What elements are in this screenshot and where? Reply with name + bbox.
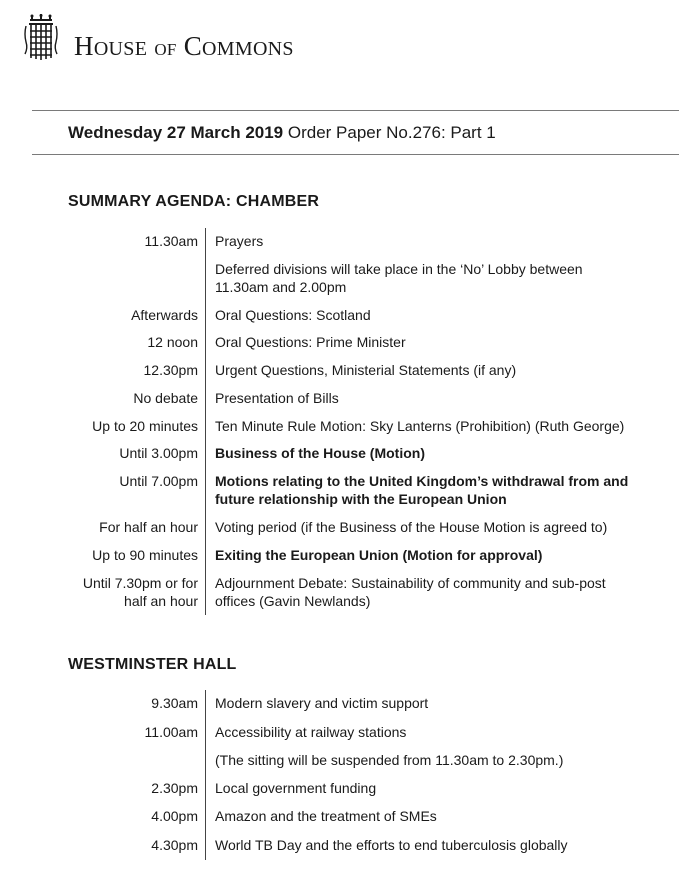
agenda-time: Up to 90 minutes — [92, 547, 198, 563]
agenda-item: Urgent Questions, Ministerial Statements (if any) — [215, 362, 517, 378]
top-rule — [32, 110, 679, 111]
brand-of: OF — [154, 40, 177, 59]
portcullis-logo-icon — [22, 14, 60, 62]
agenda-time: Until 7.30pm or for half an hour — [82, 575, 198, 609]
agenda-item: Exiting the European Union (Motion for approval) — [215, 547, 543, 563]
agenda-item: Oral Questions: Scotland — [215, 307, 371, 323]
agenda-time: Afterwards — [131, 307, 198, 323]
agenda-time: 4.30pm — [151, 837, 198, 853]
agenda-item: Voting period (if the Business of the House Motion is agreed to) — [215, 519, 608, 535]
agenda-time: 11.00am — [144, 724, 198, 740]
agenda-time: 11.30am — [144, 233, 198, 249]
bottom-rule — [32, 154, 679, 155]
agenda-time: Up to 20 minutes — [92, 418, 198, 434]
brand-commons: COMMONS — [183, 31, 294, 61]
agenda-time: 4.00pm — [151, 808, 198, 824]
agenda-item: Business of the House (Motion) — [215, 445, 425, 461]
agenda-time: 9.30am — [151, 695, 198, 711]
agenda-time: No debate — [133, 390, 198, 406]
order-paper-date: Wednesday 27 March 2019 — [68, 123, 284, 142]
agenda-item: Ten Minute Rule Motion: Sky Lanterns (Prohibition) (Ruth George) — [215, 418, 625, 434]
agenda-item: Oral Questions: Prime Minister — [215, 334, 406, 350]
agenda-item: Deferred divisions will take place in the ‘No’ Lobby between 11.30am and 2.00pm — [215, 261, 583, 295]
agenda-item: Local government funding — [215, 780, 377, 796]
agenda-item: Prayers — [215, 233, 264, 249]
agenda-time: Until 7.00pm — [119, 473, 198, 489]
agenda-item: World TB Day and the efforts to end tuberculosis globally — [215, 837, 568, 853]
agenda-item: Presentation of Bills — [215, 390, 339, 406]
brand-house: HOUSE — [74, 31, 148, 61]
agenda-time: 12 noon — [147, 334, 198, 350]
agenda-item: (The sitting will be suspended from 11.30am to 2.30pm.) — [215, 752, 564, 768]
order-paper-title — [68, 123, 496, 143]
agenda-item: Motions relating to the United Kingdom’s withdrawal from and future relationship with the European Union — [215, 473, 629, 507]
agenda-time: 12.30pm — [143, 362, 198, 378]
agenda-item: Modern slavery and victim support — [215, 695, 429, 711]
agenda-item: Amazon and the treatment of SMEs — [215, 808, 437, 824]
agenda-time: Until 3.00pm — [119, 445, 198, 461]
agenda-time: For half an hour — [99, 519, 198, 535]
agenda-item: Adjournment Debate: Sustainability of community and sub-post offices (Gavin Newlands) — [215, 575, 606, 609]
chamber-divider — [205, 228, 206, 615]
order-paper-number: Order Paper No.276: Part 1 — [283, 123, 496, 142]
westminster-hall-heading: WESTMINSTER HALL — [68, 656, 237, 673]
westminster-divider — [205, 690, 206, 860]
agenda-time: 2.30pm — [151, 780, 198, 796]
chamber-heading: SUMMARY AGENDA: CHAMBER — [68, 193, 320, 210]
house-of-commons-brand — [74, 33, 294, 60]
agenda-item: Accessibility at railway stations — [215, 724, 407, 740]
